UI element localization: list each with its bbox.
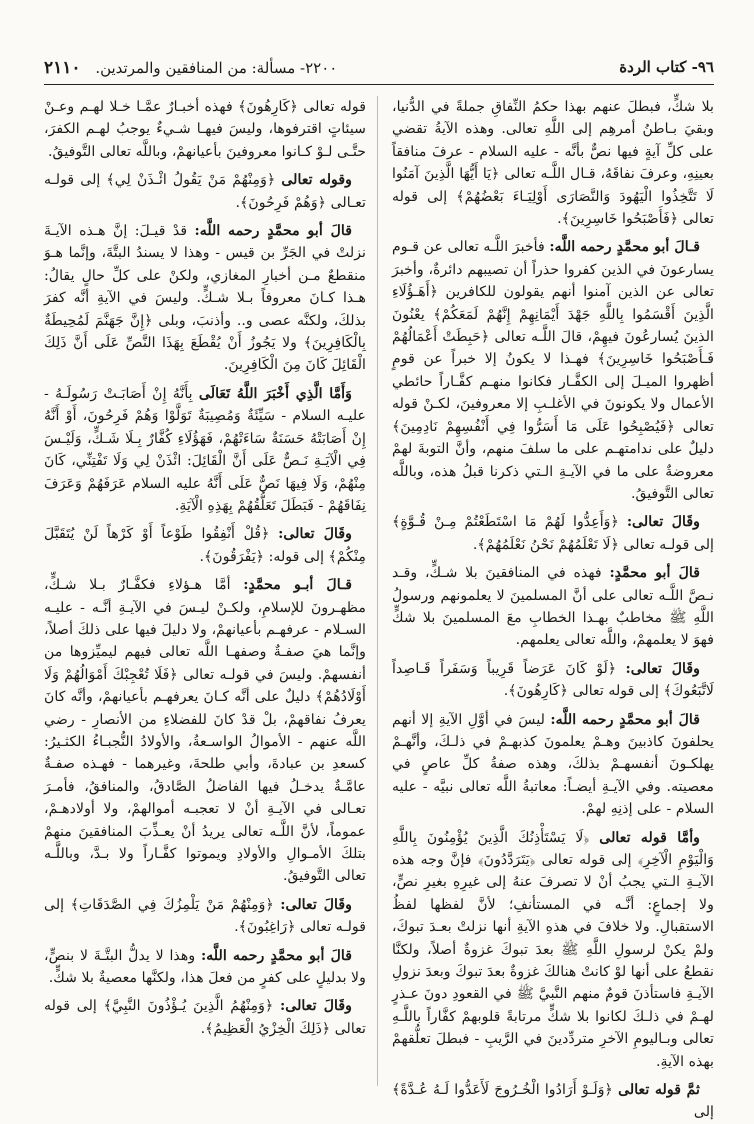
paragraph-text: ﴿لَوْ كَانَ عَرَضاً قَرِيباً وَسَفَراً قَـاصِداً لَاتَّبَعُوكَ﴾ إلى قوله تعالى ﴿كَارِهُونَ﴾.: [392, 660, 714, 700]
paragraph-lead: قالَ أبو محمَّدٍ:: [609, 565, 700, 582]
paragraph-text: فهذه في المنافقينَ بلا شـكٍّ، وقـد نـصَّ اللَّـه تعالى على أنَّ المسلمينَ لا يعلمونهم ورسولُ اللَّهِ ﷺ مخاطبٌ بهـذا الخطابِ معَ المسلمينَ بلا شكٍّ فهوَ لا يعلمهمْ، واللَّه تعالى يعلمهم.: [392, 565, 714, 649]
paragraph: [44, 169, 366, 214]
paragraph-lead: وقَالَ تعالى:: [280, 896, 352, 913]
paragraph-text: أمَّا هـؤلاءِ فكفَّـارٌ بـلا شـكٍّ، مظهـرونَ للإسلامِ، ولكـنْ ليـسَ في الآيـةِ أنَّـه - عليـه السـلام - عرفهـم بأعيانهمْ، ولا دليلَ فيها على ذلكَ أصلاً، وإنَّما هيَ صفـةٌ وصفهـا اللَّه تعالى فيهم ليميِّزوها من أنفسهمْ. وليسَ في قولـه تعالى ﴿فَلَا تُعْجِبْكَ أَمْوَالُهُمْ وَلَا أَوْلَادُهُمْ﴾ دليلٌ على أنَّه كـانَ يعرفهـم بأعيانهمْ، وأنَّه كانَ يعرفُ نفاقهمْ، بلْ قدْ كانَ للفضلاءِ من الأنصارِ - رضي اللَّه عنهم - الأموالُ الواسـعةُ، والأولادُ النُّجبـاءُ الكثـيرُ: كسعدِ بن عبادةَ، وأبي طلحةَ، وغيرهما - فهـذه صفـةٌ عامَّـةٌ يدخـلُ فيها الفاضلُ الصَّادقُ، والمنافقُ، فأمـرَ تعـالى في الآيـةِ أنْ لا تعجبـه أموالهمْ، ولا أولادهـمْ، عموماً، لأنَّ اللَّـه تعالى يريدُ أنْ يعـذِّبَ المنافقينَ منهمْ بتلكَ الأمـوالِ والأولادِ ويموتوا كفَّـاراً ولا بـدَّ، وباللَّـه تعالى التَّوفيقُ.: [44, 577, 366, 885]
paragraph: [44, 574, 366, 888]
right-column: [392, 96, 714, 1121]
paragraph-lead: وَأَمَّا الَّذِي أَخْبَرَ اللَّهُ تَعَالَى: [198, 385, 352, 402]
paragraph-text: فأخبرَ اللَّـه تعالى عن قـوم يسارعونَ في الذين كفروا حذراً أن تصيبهم دائرةٌ، وأخبرَ تعالى عن الذين آمنوا أنهم يقولون للكافرين ﴿أَهَـؤُلَاءِ الَّذِينَ أَقْسَمُوا بِاللَّهِ جَهْدَ أَيْمَانِهِمْ إِنَّهُمْ لَمَعَكُمْ﴾ يعْنُونَ الذينَ يُسارعُونَ فيهِمْ، قالَ اللَّـه تعالى ﴿حَبِطَتْ أَعْمَالُهُمْ فَـأَصْبَحُوا خَاسِرِينَ﴾ فهـذا لا يكونُ إلا خبراً عن قومٍ أظهروا الميـلَ إلى الكفَّـار فكانوا منهـم كفَّـاراً حائطي الأعمال ولا يكونونَ في الأغلـبِ إلا معروفينَ، لكـنْ قوله تعالى ﴿فَيُصْبِحُوا عَلَى مَا أَسَرُّوا فِي أَنْفُسِهِمْ نَادِمِينَ﴾ دليلٌ على ندامتهـم على ما سلفَ منهم، وأنَّ التوبةَ لهمْ معروضةٌ على ما في الآيـةِ الـتي ذكرنا قبلُ هذه، وباللَّه تعالى التَّوفيقُ.: [392, 239, 714, 502]
paragraph-text: وهذا لا يدلُّ البتَّـةَ لا بنصٍّ، ولا بدليلٍ على كفرٍ من فعلَ هذا، ولكنَّها معصيةٌ بلا شكٍّ.: [44, 947, 366, 987]
paragraph: [44, 945, 366, 990]
paragraph-lead: وقوله تعالى: [281, 172, 352, 189]
paragraph-text: ﴿لَا يَسْتَأْذِنُكَ الَّذِينَ يُؤْمِنُونَ بِاللَّهِ وَالْيَوْمِ الْآخِرِ﴾ إلى قوله تعالى ﴿يَتَرَدَّدُونَ﴾ فإنَّ وجه هذه الآيـةِ الـتي يجبُ أنْ لا تصرفَ عنهُ إلى غيرِهِ بغيرِ نصٍّ، ولا إجماعٍ: أنَّـه في المستأنفِ؛ لأنَّ لفظها لفظُ الاستقبالِ. ولا خلافَ في هذهِ الآيةِ أنها نزلتْ بعـدَ تبوكَ، ولمْ يكنْ لرسولِ اللَّهِ ﷺ بعدَ تبوكَ غزوةٌ أصلاً، ولكنَّا نقطعُ على أنها لوْ كانتْ هنالكَ غزوةٌ بعدَ تبوكَ وبعدَ نزولِ الآيـةِ فاستأذنَ قومٌ منهم النَّبيَّ ﷺ في القعودِ دونَ عـذرٍ لهـمْ في ذلـكَ لكانوا بلا شكٍّ مرتابةً قلوبهمْ كفَّاراً باللَّـهِ تعالى وبـاليومِ الآخرِ متردِّدينَ في الرَّيبِ - فبطلَ تعلُّقهمْ بهذه الآيةِ.: [392, 829, 714, 1070]
paragraph-lead: ثمَّ قوله تعالى: [618, 1082, 700, 1099]
paragraph: [44, 220, 366, 377]
column-divider: [377, 96, 378, 1086]
paragraph: [44, 96, 366, 163]
page-header: [44, 54, 714, 85]
paragraph: [44, 523, 366, 568]
paragraph-lead: وقَالَ تعالى:: [278, 526, 352, 543]
paragraph-text: بلا شكٍّ، فبطلَ عنهم بهذا حكمُ النِّفاقِ جملةً في الدُّنيا، وبقيَ بـاطنُ أمرهِم إلى اللَّهِ تعالى. وهذه الآيةُ تقضي على كلِّ آيةٍ فيها نصٌّ بأنَّه - عليه السلام - عرفَ منافقاً بعينِهِ، وعرفَ نفاقَهُ، قـال اللَّـه تعالى ﴿يَا أَيُّهَا الَّذِينَ آمَنُوا لَا تَتَّخِذُوا الْيَهُودَ وَالنَّصَارَى أَوْلِيَـاءَ بَعْضُهُمْ﴾ إلى قوله تعالى ﴿فَأَصْبَحُوا خَاسِرِينَ﴾.: [392, 99, 714, 228]
paragraph-text: ﴿وَأَعِدُّوا لَهُمْ مَا اسْتَطَعْتُمْ مِـنْ قُـوَّةٍ﴾ إلى قولـه تعالى ﴿لَا تَعْلَمُهُمْ نَحْنُ نَعْلَمُهُمْ﴾.: [392, 514, 714, 553]
section-title: [44, 58, 337, 78]
paragraph: [392, 1079, 714, 1124]
left-column: [44, 96, 366, 1096]
page-number: ٢١١٠: [44, 58, 81, 78]
paragraph-lead: وقَالَ تعالى:: [626, 514, 700, 531]
paragraph-lead: قالَ أبو محمَّدٍ رحمه اللَّه:: [194, 223, 352, 240]
paragraph-lead: وقَالَ تعالى:: [625, 660, 700, 677]
paragraph-lead: وقَالَ تعالى:: [280, 998, 352, 1015]
paragraph-text: ﴿وَمِنْهُمْ مَنْ يَلْمِزُكَ فِي الصَّدَقَاتِ﴾ إلى قولـه تعالى ﴿رَاغِبُونَ﴾.: [44, 896, 366, 936]
paragraph-lead: وأمَّا قوله تعالى: [599, 829, 700, 846]
paragraph: [392, 709, 714, 821]
paragraph-text: ليسَ في أوَّلِ الآيةِ إلا أنهم يحلفونَ كاذبينَ وهـمْ يعلمونَ كذبهـمْ في ذلـكَ، وأنَّهـمْ يهلكـونَ أنفسهـمْ بذلكَ، وهذه صفةُ كلِّ عاصٍ في معصيته. وفي الآيـةِ أيضـاً: معاتبةُ اللَّه تعالى نبيَّه - عليه السلام - على إذنِهِ لهمْ.: [392, 711, 714, 818]
section-title-text: ٢٢٠٠- مسألة: من المنافقين والمرتدين.: [95, 59, 338, 77]
paragraph-lead: قـالَ أبو محمَّدٍ رحمه اللَّه:: [549, 239, 700, 256]
paragraph: [392, 96, 714, 230]
paragraph: [392, 236, 714, 505]
paragraph-text: ﴿وَمِنْهُمُ الَّذِينَ يُـؤْذُونَ النَّبِيَّ﴾ إلى قوله تعالى ﴿ذَلِكَ الْخِزْيُ الْعَظِيمُ﴾.: [44, 998, 366, 1037]
paragraph: [392, 562, 714, 652]
paragraph-text: قوله تعالى ﴿كَارِهُونَ﴾ فهذه أخبـارٌ عمَّـا خـلا لهـم وعـنْ سيئاتٍ اقترفوها، وليسَ فيهـا شـيءٌ يوجبُ لهـم الكفرَ، حتَّـى لـوْ كـانوا معروفينَ بأعيانهمْ، وباللَّه تعالى التَّوفيقُ.: [44, 99, 366, 160]
paragraph: [44, 995, 366, 1040]
paragraph-text: ﴿وَمِنْهُمْ مَنْ يَقُولُ ائْـذَنْ لِي﴾ إلى قولـه تعـالى ﴿وَهُمْ فَرِحُونَ﴾.: [44, 172, 366, 211]
paragraph: [44, 383, 366, 517]
paragraph-text: قدْ قيـلَ: إنَّ هـذه الآيـةَ نزلتْ في الجَرِّ بن قيس - وهذا لا يسندُ البتَّةَ، وإنَّما هـوَ منقطعٌ مـن أخبارِ المغازي، ولكنْ على كلِّ حالٍ يقالُ: هـذا كـانَ معروفاً بـلا شـكٍّ. وليسَ في الآيةِ أنَّه كفرَ بذلكَ، ولكنَّه عصى و.. وأذنبَ، وبلى ﴿إِنَّ جَهَنَّمَ لَمُحِيطَةٌ بِالْكَافِرِينَ﴾ ولا يَجُوزُ أَنْ يُقْطَعَ بِهَذَا النَّصِّ عَلَى أَنَّ ذَلِكَ الْقَائِلَ كَانَ مِنَ الْكَافِرِينَ.: [44, 223, 366, 374]
paragraph: [392, 658, 714, 703]
paragraph: [392, 827, 714, 1073]
paragraph-text: ﴿وَلَـوْ أَرَادُوا الْخُـرُوجَ لَأَعَدُّوا لَـهُ عُـدَّةً﴾ إلى: [392, 1082, 714, 1121]
paragraph-lead: قـالَ أبـو محمَّدٍ:: [243, 577, 353, 594]
paragraph-text: ﴿قُلْ أَنْفِقُوا طَوْعاً أَوْ كَرْهاً لَنْ يُتَقَبَّلَ مِنْكُمْ﴾ إلى قوله: ﴿يَفْرَقُونَ﴾.: [44, 526, 366, 565]
paragraph-text: بِأَنَّهُ إِنْ أَصَابَـتْ رَسُولَـهُ - عليـه السلام - سَيِّئَةٌ وَمُصِيبَةٌ تَوَلَّوْا وَهُمْ فَرِحُونَ، أَوْ أَنَّهُ إِنْ أَصَابَتْهُ حَسَنَةٌ سَاءَتْهُمْ، فَهَؤُلَاءِ كُفَّارٌ بِـلَا شَـكٍّ، وَلَيْـسَ فِي الْآيَـةِ نَـصٌّ عَلَى أَنَّ الْقَائِلَ: ائْذَنْ لِي وَلَا تَفْتِنِّي، كَانَ مِنْهُمْ، وَلَا فِيهَا نَصٌّ عَلَى أَنَّهُ عليه السلام عَرَفَهُمْ وَعَرَفَ نِفَاقَهُمْ - فَبَطَلَ تَعَلُّقُهُمْ بِهَذِهِ الْآيَةِ.: [44, 385, 366, 514]
chapter-title: ٩٦- كتاب الردة: [619, 58, 714, 76]
paragraph: [44, 894, 366, 939]
paragraph-lead: قالَ أبو محمَّدٍ رحمه اللَّه:: [200, 947, 352, 964]
paragraph-lead: قالَ أبو محمَّدٍ رحمه اللَّه:: [550, 711, 700, 728]
paragraph: [392, 511, 714, 556]
